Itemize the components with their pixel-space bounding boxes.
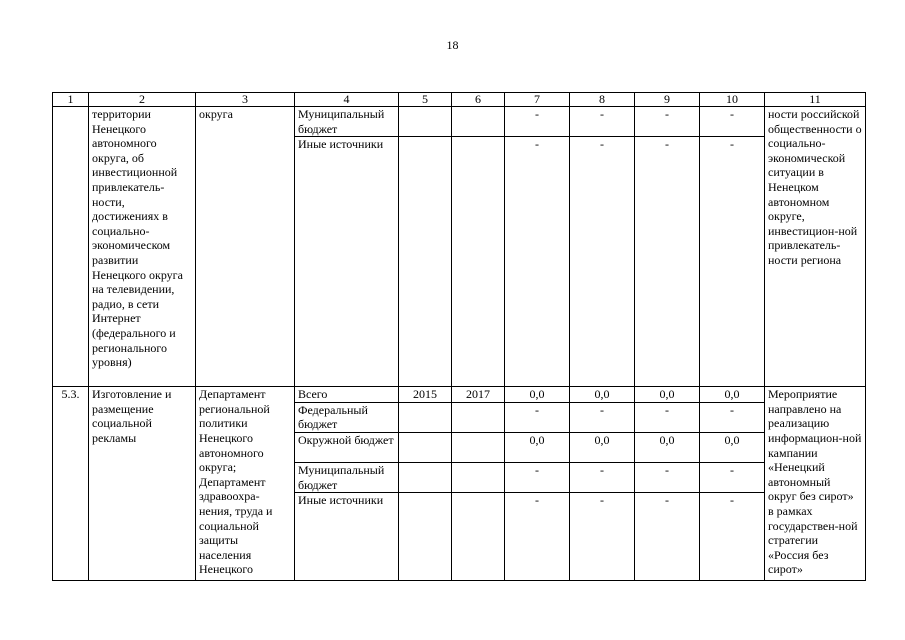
value-cell: - <box>570 137 635 387</box>
value-cell: 0,0 <box>570 387 635 403</box>
source-name-cell: Окружной бюджет <box>295 432 399 462</box>
source-name-cell: Муниципальный бюджет <box>295 462 399 492</box>
source-name-cell: Иные источники <box>295 493 399 581</box>
table-row <box>53 107 866 137</box>
start-year-cell <box>399 432 452 462</box>
header-col-5: 5 <box>399 93 452 107</box>
end-year-cell <box>452 137 505 387</box>
source-name-cell: Муниципальный бюджет <box>295 107 399 137</box>
value-cell: 0,0 <box>635 432 700 462</box>
start-year-cell <box>399 107 452 137</box>
value-cell: - <box>570 107 635 137</box>
header-col-2: 2 <box>89 93 196 107</box>
value-cell: - <box>505 107 570 137</box>
value-cell: 0,0 <box>570 432 635 462</box>
value-cell: - <box>505 462 570 492</box>
value-cell: - <box>635 107 700 137</box>
value-cell: 0,0 <box>700 387 765 403</box>
end-year-cell <box>452 432 505 462</box>
executor-cell: округа <box>196 107 295 387</box>
result-cell: ности российской общественности о социально-экономической ситуации в Ненецком автономном округе, инвестицион-ной привлекатель-ности региона <box>765 107 866 387</box>
row-number-cell <box>53 107 89 387</box>
source-name-cell: Федеральный бюджет <box>295 402 399 432</box>
header-col-7: 7 <box>505 93 570 107</box>
start-year-cell <box>399 462 452 492</box>
row-number-cell: 5.3. <box>53 387 89 581</box>
value-cell: - <box>635 493 700 581</box>
value-cell: - <box>570 462 635 492</box>
start-year-cell <box>399 402 452 432</box>
value-cell: - <box>505 493 570 581</box>
value-cell: - <box>700 137 765 387</box>
value-cell: - <box>700 107 765 137</box>
result-cell: Мероприятие направлено на реализацию информацион-ной кампании «Ненецкий автономный округ без сирот» в рамках государствен-ной стратегии «Россия без сирот» <box>765 387 866 581</box>
measure-name-cell: Изготовление и размещение социальной рекламы <box>89 387 196 581</box>
header-col-11: 11 <box>765 93 866 107</box>
measure-name-cell: территории Ненецкого автономного округа, об инвестиционной привлекатель-ности, достижениях в социально-экономическом развитии Ненецкого округа на телевидении, радио, в сети Интернет (федерального и регионального уровня) <box>89 107 196 387</box>
program-table <box>52 92 866 581</box>
value-cell: - <box>700 493 765 581</box>
value-cell: 0,0 <box>505 432 570 462</box>
table-row <box>53 387 866 403</box>
value-cell: - <box>635 462 700 492</box>
value-cell: - <box>570 493 635 581</box>
value-cell: 0,0 <box>505 387 570 403</box>
header-col-4: 4 <box>295 93 399 107</box>
start-year-cell <box>399 493 452 581</box>
header-col-1: 1 <box>53 93 89 107</box>
end-year-cell: 2017 <box>452 387 505 403</box>
start-year-cell: 2015 <box>399 387 452 403</box>
value-cell: 0,0 <box>700 432 765 462</box>
value-cell: - <box>505 402 570 432</box>
header-col-10: 10 <box>700 93 765 107</box>
value-cell: - <box>700 462 765 492</box>
header-col-8: 8 <box>570 93 635 107</box>
header-col-9: 9 <box>635 93 700 107</box>
value-cell: - <box>700 402 765 432</box>
start-year-cell <box>399 137 452 387</box>
page-number: 18 <box>446 38 459 52</box>
value-cell: 0,0 <box>635 387 700 403</box>
source-name-cell: Иные источники <box>295 137 399 387</box>
value-cell: - <box>570 402 635 432</box>
end-year-cell <box>452 493 505 581</box>
executor-cell: Департамент региональной политики Ненецкого автономного округа; Департамент здравоохра-нения, труда и социальной защиты населения Ненецкого <box>196 387 295 581</box>
value-cell: - <box>635 137 700 387</box>
header-row <box>53 93 866 107</box>
source-name-cell: Всего <box>295 387 399 403</box>
end-year-cell <box>452 462 505 492</box>
header-col-3: 3 <box>196 93 295 107</box>
header-col-6: 6 <box>452 93 505 107</box>
value-cell: - <box>635 402 700 432</box>
end-year-cell <box>452 402 505 432</box>
end-year-cell <box>452 107 505 137</box>
value-cell: - <box>505 137 570 387</box>
